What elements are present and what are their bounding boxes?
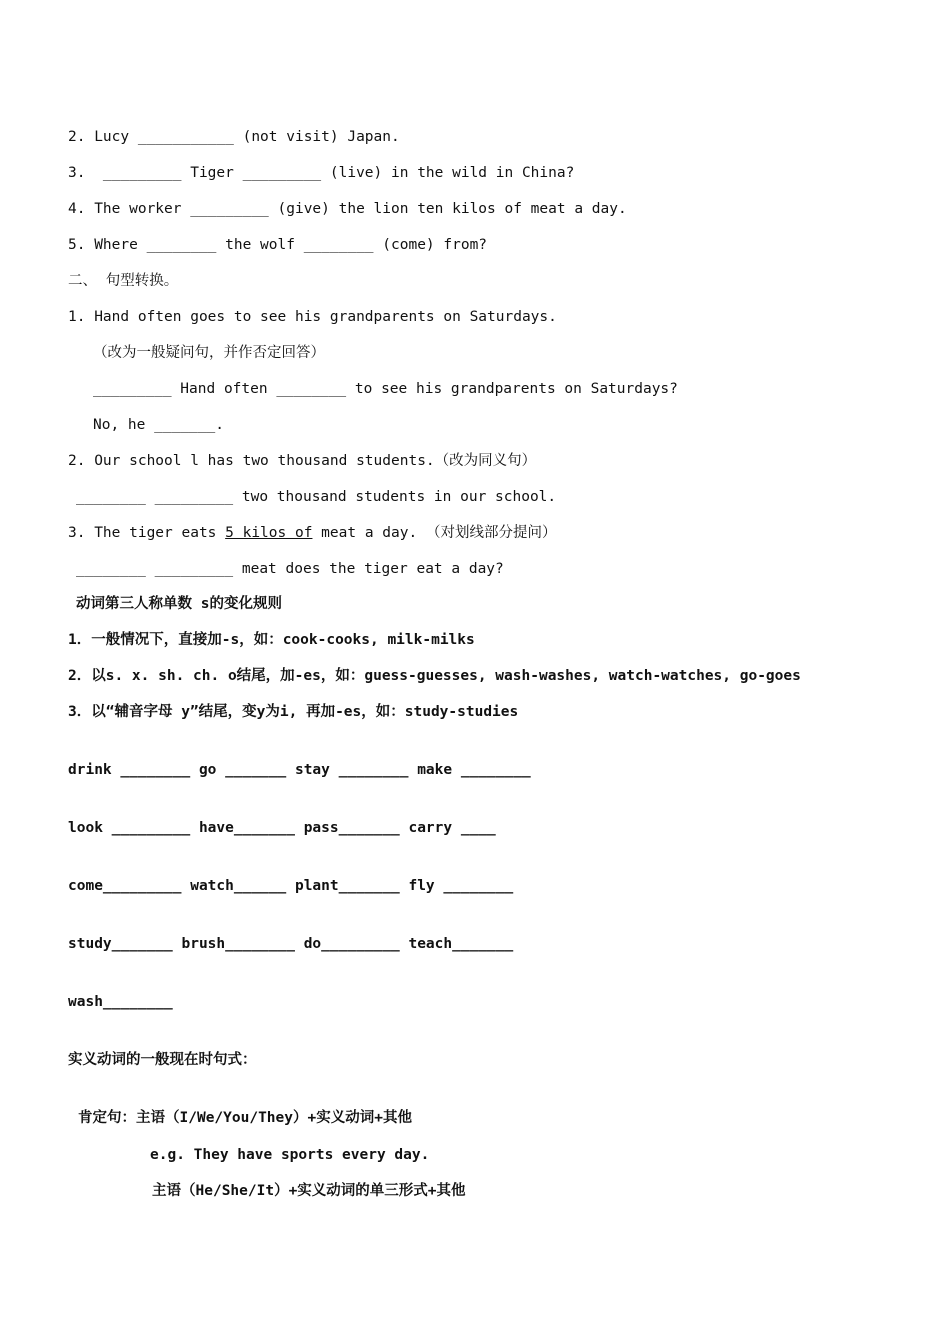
rule-2: 2．以s. x. sh. ch. o结尾，加-es，如：guess-guesses, wash-washes, watch-watches, go-goes — [68, 668, 801, 684]
transform-question-2: 2. Our school l has two thousand students.（改为同义句） — [68, 453, 537, 469]
transform-answer-2: ________ _________ two thousand students in our school. — [76, 489, 557, 505]
exercise-line-4: 4. The worker _________ (give) the lion ten kilos of meat a day. — [68, 201, 627, 217]
q3-text-after: meat a day. （对划线部分提问） — [312, 525, 557, 541]
present-simple-heading: 实义动词的一般现在时句式： — [68, 1052, 257, 1068]
transform-instruction-1: （改为一般疑问句，并作否定回答） — [93, 345, 325, 361]
affirmative-rule: 肯定句：主语（I/We/You/They）+实义动词+其他 — [78, 1110, 412, 1126]
verb-row-3: come_________ watch______ plant_______ fly ________ — [68, 878, 514, 894]
exercise-line-3: 3. _________ Tiger _________ (live) in the wild in China? — [68, 165, 575, 181]
exercise-line-5: 5. Where ________ the wolf ________ (come) from? — [68, 237, 488, 253]
verb-row-2: look _________ have_______ pass_______ carry ____ — [68, 820, 496, 836]
transform-question-1: 1. Hand often goes to see his grandparents on Saturdays. — [68, 309, 557, 325]
example-sentence: e.g. They have sports every day. — [150, 1147, 430, 1163]
third-person-rule: 主语（He/She/It）+实义动词的单三形式+其他 — [152, 1183, 466, 1199]
exercise-line-2: 2. Lucy ___________ (not visit) Japan. — [68, 129, 400, 145]
rule-1: 1．一般情况下，直接加-s，如：cook-cooks, milk-milks — [68, 632, 475, 648]
transform-answer-3: ________ _________ meat does the tiger eat a day? — [76, 561, 504, 577]
q3-text-before: 3. The tiger eats — [68, 525, 226, 541]
verb-row-5: wash________ — [68, 994, 173, 1010]
transform-question-3 — [68, 523, 556, 543]
transform-answer-1-no: No, he _______. — [93, 417, 224, 433]
section-heading: 二、 句型转换。 — [68, 273, 179, 289]
rules-heading: 动词第三人称单数 s的变化规则 — [76, 596, 282, 612]
q3-underlined-phrase: 5 kilos of — [225, 525, 313, 541]
verb-row-4: study_______ brush________ do_________ teach_______ — [68, 936, 514, 952]
verb-row-1: drink ________ go _______ stay ________ make ________ — [68, 762, 531, 778]
rule-3: 3．以“辅音字母 y”结尾，变y为i, 再加-es，如：study-studies — [68, 704, 519, 720]
transform-answer-1: _________ Hand often ________ to see his grandparents on Saturdays? — [93, 381, 678, 397]
